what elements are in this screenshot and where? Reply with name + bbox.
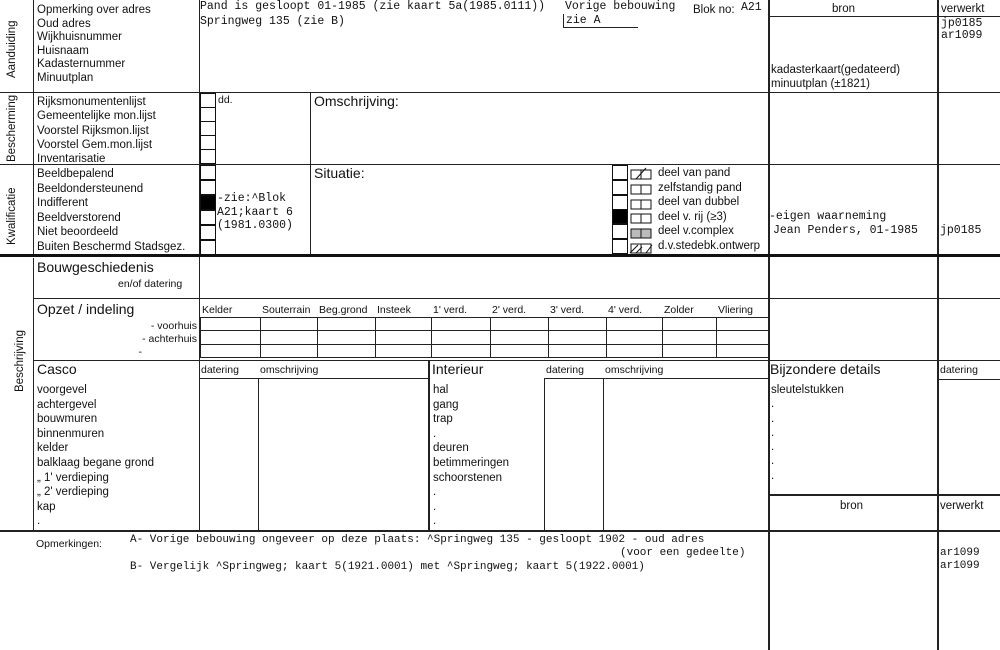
divider <box>33 298 1000 299</box>
grid-line <box>260 317 261 357</box>
label: Beeldverstorend <box>37 211 121 224</box>
opmerking-a-cont: (voor een gedeelte) <box>620 547 746 559</box>
kwalificatie-labels <box>37 167 185 255</box>
aanduiding-labels <box>37 4 151 86</box>
divider <box>544 378 545 530</box>
checkbox[interactable] <box>200 93 216 108</box>
grid-line <box>606 317 607 357</box>
list-item: kap <box>37 500 56 513</box>
opzet-column-header: 2' verd. <box>492 304 527 316</box>
checkbox[interactable] <box>612 195 628 210</box>
casco-items <box>37 383 154 529</box>
list-item: . <box>771 398 775 411</box>
note-line: A21;kaart 6 <box>217 205 293 219</box>
bijzondere-label: Bijzondere details <box>770 361 881 377</box>
kwalificatie-bron <box>769 210 918 238</box>
opzet-column-header: Zolder <box>664 304 694 316</box>
grid-line <box>662 317 663 357</box>
opmerking-a: A- Vorige bebouwing ongeveer op deze plaats: ^Springweg 135 - gesloopt 1902 - oud adres <box>130 534 705 546</box>
dd-label: dd. <box>218 94 233 106</box>
note-line: (1981.0300) <box>217 219 293 232</box>
list-item: . <box>433 500 437 513</box>
opzet-column-header: 4' verd. <box>608 304 643 316</box>
divider <box>428 360 430 530</box>
kwalificatie-verwerkt: jp0185 <box>940 224 982 237</box>
label: Wijkhuisnummer <box>37 31 122 44</box>
blok-value: A21 <box>741 1 762 14</box>
label: Buiten Beschermd Stadsgez. <box>37 240 186 253</box>
divider <box>310 92 311 256</box>
bijzondere-datering: datering <box>940 364 978 376</box>
bron-header-lower: bron <box>840 500 864 512</box>
casco-label: Casco <box>37 361 77 377</box>
checkbox[interactable] <box>612 165 628 180</box>
opmerking-b: B- Vergelijk ^Springweg; kaart 5(1921.0001) met ^Springweg; kaart 5(1922.0001) <box>130 561 645 573</box>
grid-line <box>490 317 491 357</box>
value: kadasterkaart(gedateerd) <box>771 64 901 76</box>
grid-line <box>200 330 768 331</box>
grid-line <box>200 357 768 358</box>
list-item: . <box>771 441 775 454</box>
opzet-rows <box>127 320 197 359</box>
list-item: . <box>771 426 775 439</box>
building-type-icon <box>628 167 656 180</box>
grid-line <box>200 344 768 345</box>
option: deel v. rij (≥3) <box>658 210 727 223</box>
verwerkt-header-lower: verwerkt <box>940 500 984 512</box>
note-line: -zie:^Blok <box>217 192 287 205</box>
list-item: bouwmuren <box>37 413 98 426</box>
label: Kadasternummer <box>37 58 126 71</box>
list-item: . <box>37 515 41 528</box>
checkbox[interactable] <box>612 209 628 224</box>
casco-omschrijving: omschrijving <box>260 364 319 376</box>
blok-label: Blok no: <box>693 4 735 16</box>
label: Opmerking over adres <box>37 4 151 16</box>
list-item: schoorstenen <box>433 471 503 484</box>
list-item: . <box>433 427 437 440</box>
divider <box>33 0 34 256</box>
opzet-label: Opzet / indeling <box>37 301 135 317</box>
bouwgeschiedenis-label: Bouwgeschiedenis <box>37 259 154 275</box>
value: ar1099 <box>941 29 983 42</box>
building-type-icon <box>628 197 656 210</box>
label: Inventarisatie <box>37 153 106 166</box>
bron-header: bron <box>832 3 856 15</box>
list-item: sleutelstukken <box>771 384 844 396</box>
divider <box>768 494 1000 496</box>
section-beschrijving: Beschrijving <box>14 330 26 392</box>
list-item: betimmeringen <box>433 456 510 469</box>
bijzondere-items <box>771 383 844 483</box>
option: d.v.stedebk.ontwerp <box>658 239 761 252</box>
row-label: - achterhuis <box>142 333 197 345</box>
casco-datering: datering <box>201 364 239 376</box>
label: Niet beoordeeld <box>37 226 119 239</box>
value: Jean Penders, 01-1985 <box>773 224 918 237</box>
grid-line <box>768 317 769 357</box>
building-type-icon <box>628 226 656 239</box>
section-bescherming: Bescherming <box>6 94 18 162</box>
value: jp0185 <box>941 17 983 30</box>
divider <box>937 0 939 650</box>
opzet-column-header: Insteek <box>377 304 411 316</box>
list-item: achtergevel <box>37 398 97 411</box>
checkbox[interactable] <box>612 180 628 195</box>
vorige-bebouwing-label: Vorige bebouwing <box>565 0 676 13</box>
label: Beeldondersteunend <box>37 182 144 195</box>
label: Gemeentelijke mon.lijst <box>37 110 156 123</box>
list-item: „ 1' verdieping <box>37 471 109 484</box>
bron-values <box>771 64 900 91</box>
checkbox[interactable] <box>200 240 216 255</box>
building-type-icon <box>628 241 656 254</box>
datering-sub-label: en/of datering <box>118 278 183 290</box>
row-label: - voorhuis <box>150 320 197 332</box>
label: Voorstel Gem.mon.lijst <box>37 138 153 151</box>
checkbox[interactable] <box>200 195 216 210</box>
omschrijving-label: Omschrijving: <box>314 93 399 109</box>
kwalificatie-note <box>217 192 293 233</box>
bescherming-labels <box>37 95 156 166</box>
grid-line <box>200 317 201 357</box>
opzet-column-header: Beg.grond <box>319 304 368 316</box>
checkbox[interactable] <box>200 210 216 225</box>
vorige-bebouwing-value: zie A <box>563 14 638 28</box>
checkbox[interactable] <box>200 165 216 180</box>
section-kwalificatie: Kwalificatie <box>6 187 18 245</box>
label: Rijksmonumentenlijst <box>37 96 146 108</box>
list-item: kelder <box>37 442 69 455</box>
checkbox[interactable] <box>200 107 216 122</box>
divider <box>603 378 604 530</box>
list-item: gang <box>433 398 459 411</box>
interieur-items <box>433 383 509 529</box>
label: Oud adres <box>37 17 91 30</box>
label: Huisnaam <box>37 44 89 57</box>
label: Indifferent <box>37 197 88 210</box>
building-type-icon <box>628 182 656 195</box>
value: minuutplan (±1821) <box>771 77 871 90</box>
checkbox[interactable] <box>612 239 628 254</box>
list-item: balklaag begane grond <box>37 456 155 469</box>
grid-line <box>431 317 432 357</box>
interieur-datering: datering <box>546 364 584 376</box>
list-item: deuren <box>433 442 469 455</box>
oud-adres-value: Springweg 135 (zie B) <box>200 15 345 28</box>
value: -eigen waarneming <box>769 210 887 223</box>
opmerking-value: Pand is gesloopt 01-1985 (zie kaart 5a(1985.0111)) <box>200 0 546 13</box>
opzet-column-header: Souterrain <box>262 304 311 316</box>
divider <box>544 378 768 379</box>
divider <box>937 379 1000 380</box>
divider <box>0 530 1000 532</box>
opzet-column-header: Vliering <box>718 304 754 316</box>
list-item: trap <box>433 413 453 426</box>
grid-line <box>317 317 318 357</box>
list-item: binnenmuren <box>37 427 105 440</box>
interieur-label: Interieur <box>432 361 484 377</box>
checkbox[interactable] <box>612 224 628 239</box>
list-item: . <box>771 455 775 468</box>
divider <box>199 0 200 530</box>
opzet-column-header: Kelder <box>202 304 233 316</box>
option: deel van pand <box>658 167 731 179</box>
checkbox[interactable] <box>200 180 216 195</box>
value: ar1099 <box>940 560 980 572</box>
option: deel van dubbel <box>658 196 740 209</box>
list-item: „ 2' verdieping <box>37 486 109 499</box>
option: zelfstandig pand <box>658 181 742 194</box>
verwerkt-values <box>941 18 982 42</box>
checkbox[interactable] <box>200 225 216 240</box>
building-type-icon <box>628 211 656 224</box>
label: Minuutplan <box>37 71 94 84</box>
interieur-omschrijving: omschrijving <box>605 364 664 376</box>
list-item: hal <box>433 384 449 396</box>
verwerkt-header: verwerkt <box>941 3 985 15</box>
option: deel v.complex <box>658 225 734 238</box>
opzet-column-header: 3' verd. <box>550 304 585 316</box>
grid-line <box>548 317 549 357</box>
opmerkingen-verwerkt <box>940 547 980 573</box>
grid-line <box>200 317 768 318</box>
opzet-column-header: 1' verd. <box>433 304 468 316</box>
list-item: . <box>433 515 437 528</box>
opmerkingen-label: Opmerkingen: <box>36 538 102 550</box>
divider <box>0 92 1000 93</box>
list-item: . <box>771 469 775 482</box>
grid-line <box>716 317 717 357</box>
situatie-options <box>658 166 760 254</box>
checkbox[interactable] <box>200 149 216 164</box>
grid-line <box>375 317 376 357</box>
value: ar1099 <box>940 547 980 559</box>
divider <box>200 378 428 379</box>
label: Beeldbepalend <box>37 168 114 180</box>
row-label: - <box>138 346 142 358</box>
label: Voorstel Rijksmon.lijst <box>37 124 149 137</box>
situatie-label: Situatie: <box>314 165 365 181</box>
section-aanduiding: Aanduiding <box>6 20 18 78</box>
checkbox[interactable] <box>200 121 216 136</box>
checkbox[interactable] <box>200 135 216 150</box>
list-item: . <box>771 412 775 425</box>
divider <box>258 378 259 530</box>
list-item: voorgevel <box>37 384 87 396</box>
list-item: . <box>433 486 437 499</box>
